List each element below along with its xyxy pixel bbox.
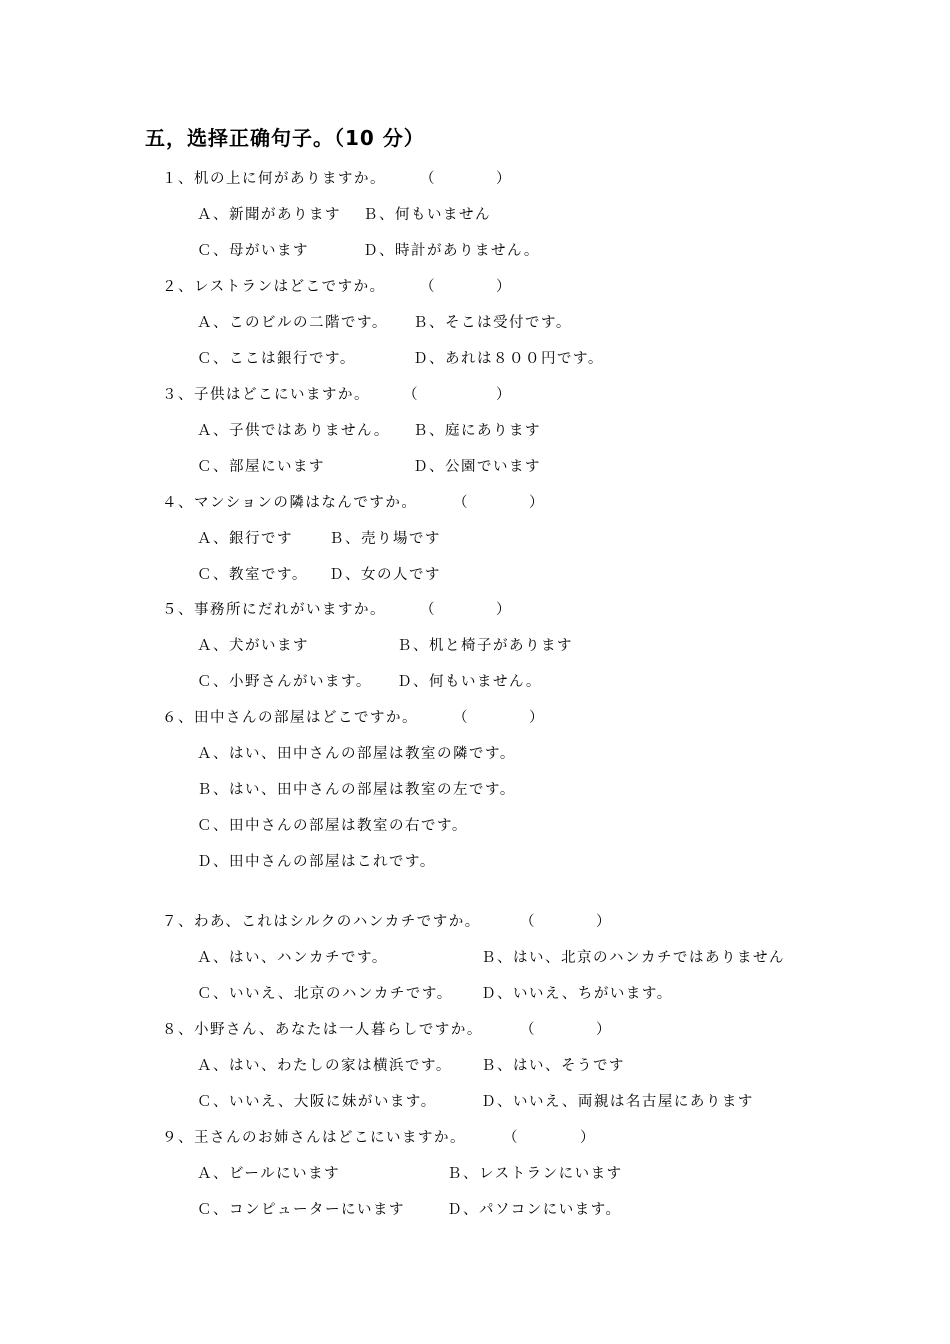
option-b: Ｂ、何もいません bbox=[363, 207, 491, 223]
option-b: Ｂ、はい、そうです bbox=[481, 1058, 625, 1074]
option-c: Ｃ、母がいます bbox=[197, 243, 309, 259]
option-c: Ｃ、いいえ、北京のハンカチです。 bbox=[197, 986, 453, 1002]
option-d: Ｄ、田中さんの部屋はこれです。 bbox=[197, 854, 436, 870]
option-a: Ａ、はい、田中さんの部屋は教室の隣です。 bbox=[197, 746, 516, 762]
question-text: わあ、これはシルクのハンカチですか。 bbox=[194, 914, 481, 930]
option-b: Ｂ、はい、田中さんの部屋は教室の左です。 bbox=[197, 782, 516, 798]
question-text: マンションの隣はなんですか。 bbox=[194, 495, 418, 511]
option-c: Ｃ、小野さんがいます。 bbox=[197, 674, 372, 690]
answer-blank-open: （ bbox=[453, 495, 468, 511]
answer-blank-close: ） bbox=[529, 495, 544, 511]
question-4 bbox=[162, 491, 417, 512]
option-a: Ａ、犬がいます bbox=[197, 638, 309, 654]
section-title: 五，选择正确句子。（10 分） bbox=[145, 126, 425, 150]
option-c: Ｃ、部屋にいます bbox=[197, 459, 325, 475]
option-d: Ｄ、女の人です bbox=[329, 567, 441, 583]
question-number: １、 bbox=[162, 171, 194, 187]
option-d: Ｄ、時計がありません。 bbox=[363, 243, 540, 259]
option-b: Ｂ、レストランにいます bbox=[447, 1166, 623, 1182]
option-b: Ｂ、そこは受付です。 bbox=[413, 315, 572, 331]
option-a: Ａ、銀行です bbox=[197, 531, 293, 547]
question-number: ８、 bbox=[162, 1022, 194, 1038]
question-text: 子供はどこにいますか。 bbox=[194, 387, 370, 403]
question-2 bbox=[162, 275, 386, 296]
question-number: ４、 bbox=[162, 495, 194, 511]
question-1 bbox=[162, 167, 386, 188]
question-3 bbox=[162, 383, 370, 404]
question-number: ３、 bbox=[162, 387, 194, 403]
option-a: Ａ、このビルの二階です。 bbox=[197, 315, 388, 331]
answer-blank-open: （ bbox=[403, 387, 418, 403]
question-number: ７、 bbox=[162, 914, 194, 930]
option-c: Ｃ、いいえ、大阪に妹がいます。 bbox=[197, 1094, 437, 1110]
option-c: Ｃ、田中さんの部屋は教室の右です。 bbox=[197, 818, 468, 834]
question-8 bbox=[162, 1018, 483, 1039]
question-5 bbox=[162, 598, 386, 619]
question-text: 小野さん、あなたは一人暮らしですか。 bbox=[194, 1022, 483, 1038]
option-b: Ｂ、売り場です bbox=[329, 531, 441, 547]
option-c: Ｃ、教室です。 bbox=[197, 567, 308, 583]
answer-blank-open: （ bbox=[503, 1130, 518, 1146]
question-number: ２、 bbox=[162, 279, 194, 295]
answer-blank-open: （ bbox=[520, 1022, 535, 1038]
question-text: 事務所にだれがいますか。 bbox=[194, 602, 386, 618]
answer-blank-close: ） bbox=[529, 710, 544, 726]
answer-blank-close: ） bbox=[496, 387, 511, 403]
answer-blank-open: （ bbox=[453, 710, 468, 726]
option-b: Ｂ、はい、北京のハンカチではありません bbox=[481, 950, 785, 966]
question-text: 田中さんの部屋はどこですか。 bbox=[194, 710, 418, 726]
option-d: Ｄ、公園でいます bbox=[413, 459, 541, 475]
question-number: ９、 bbox=[162, 1130, 194, 1146]
option-a: Ａ、はい、わたしの家は横浜です。 bbox=[197, 1058, 452, 1074]
option-d: Ｄ、パソコンにいます。 bbox=[447, 1202, 622, 1218]
answer-blank-open: （ bbox=[420, 171, 435, 187]
answer-blank-close: ） bbox=[496, 602, 511, 618]
option-a: Ａ、子供ではありません。 bbox=[197, 423, 390, 439]
question-number: ６、 bbox=[162, 710, 194, 726]
option-b: Ｂ、机と椅子があります bbox=[397, 638, 573, 654]
option-c: Ｃ、ここは銀行です。 bbox=[197, 351, 356, 367]
option-a: Ａ、ビールにいます bbox=[197, 1166, 341, 1182]
answer-blank-open: （ bbox=[420, 279, 435, 295]
question-text: 王さんのお姉さんはどこにいますか。 bbox=[194, 1130, 466, 1146]
option-d: Ｄ、いいえ、両親は名古屋にあります bbox=[481, 1094, 754, 1110]
question-text: レストランはどこですか。 bbox=[194, 279, 386, 295]
option-b: Ｂ、庭にあります bbox=[413, 423, 541, 439]
option-d: Ｄ、何もいません。 bbox=[397, 674, 542, 690]
question-number: ５、 bbox=[162, 602, 194, 618]
question-text: 机の上に何がありますか。 bbox=[194, 171, 386, 187]
answer-blank-close: ） bbox=[596, 914, 611, 930]
option-a: Ａ、はい、ハンカチです。 bbox=[197, 950, 388, 966]
question-7 bbox=[162, 910, 481, 931]
answer-blank-close: ） bbox=[496, 171, 511, 187]
question-9 bbox=[162, 1126, 466, 1147]
option-d: Ｄ、あれは８００円です。 bbox=[413, 351, 604, 367]
question-6 bbox=[162, 706, 418, 727]
answer-blank-close: ） bbox=[580, 1130, 595, 1146]
option-d: Ｄ、いいえ、ちがいます。 bbox=[481, 986, 673, 1002]
option-a: Ａ、新聞があります bbox=[197, 207, 341, 223]
answer-blank-close: ） bbox=[596, 1022, 611, 1038]
answer-blank-open: （ bbox=[420, 602, 435, 618]
answer-blank-open: （ bbox=[520, 914, 535, 930]
option-c: Ｃ、コンピューターにいます bbox=[197, 1202, 405, 1218]
answer-blank-close: ） bbox=[496, 279, 511, 295]
